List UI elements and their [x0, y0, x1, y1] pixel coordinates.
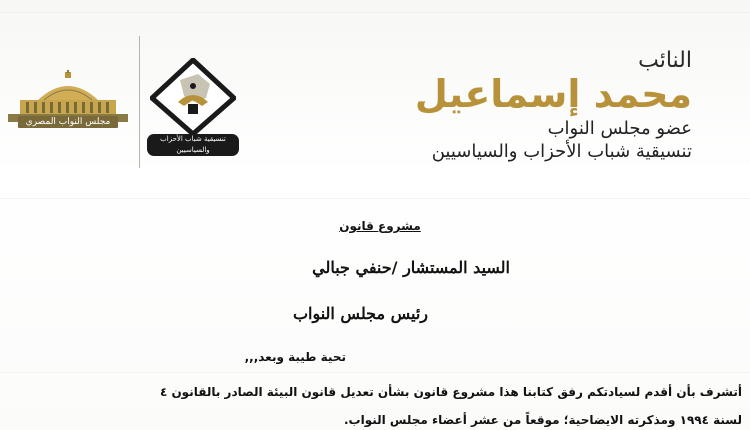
letter-greeting: تحية طيبة وبعد,,,: [244, 350, 346, 364]
letter-subject: مشروع قانون: [339, 219, 421, 233]
coordination-eagle-icon: [150, 58, 236, 136]
letter-addressee: السيد المستشار /حنفي جبالي: [312, 258, 510, 277]
parliament-logo-caption: مجلس النواب المصري: [18, 116, 118, 128]
member-role: عضو مجلس النواب: [547, 118, 692, 139]
scan-artifact: [0, 372, 750, 373]
member-organization: تنسيقية شباب الأحزاب والسياسيين: [431, 141, 692, 162]
scan-artifact: [0, 198, 750, 199]
letter-body-line: لسنة ١٩٩٤ ومذكرته الايضاحية؛ موقعاً من عشر أعضاء مجلس النواب.: [343, 413, 742, 427]
scan-artifact: [0, 12, 750, 13]
letter-body-line: أتشرف بأن أقدم لسيادتكم رفق كتابنا هذا مشروع قانون بشأن تعديل قانون البيئة الصادر بالقانون ٤: [159, 385, 742, 399]
letter-addressee-title: رئيس مجلس النواب: [292, 304, 428, 323]
header-divider: [139, 36, 140, 168]
member-name: محمد إسماعيل: [414, 72, 692, 116]
coordination-logo-caption: تنسيقية شباب الأحزاب والسياسيين: [147, 134, 239, 156]
member-title: النائب: [638, 48, 692, 73]
